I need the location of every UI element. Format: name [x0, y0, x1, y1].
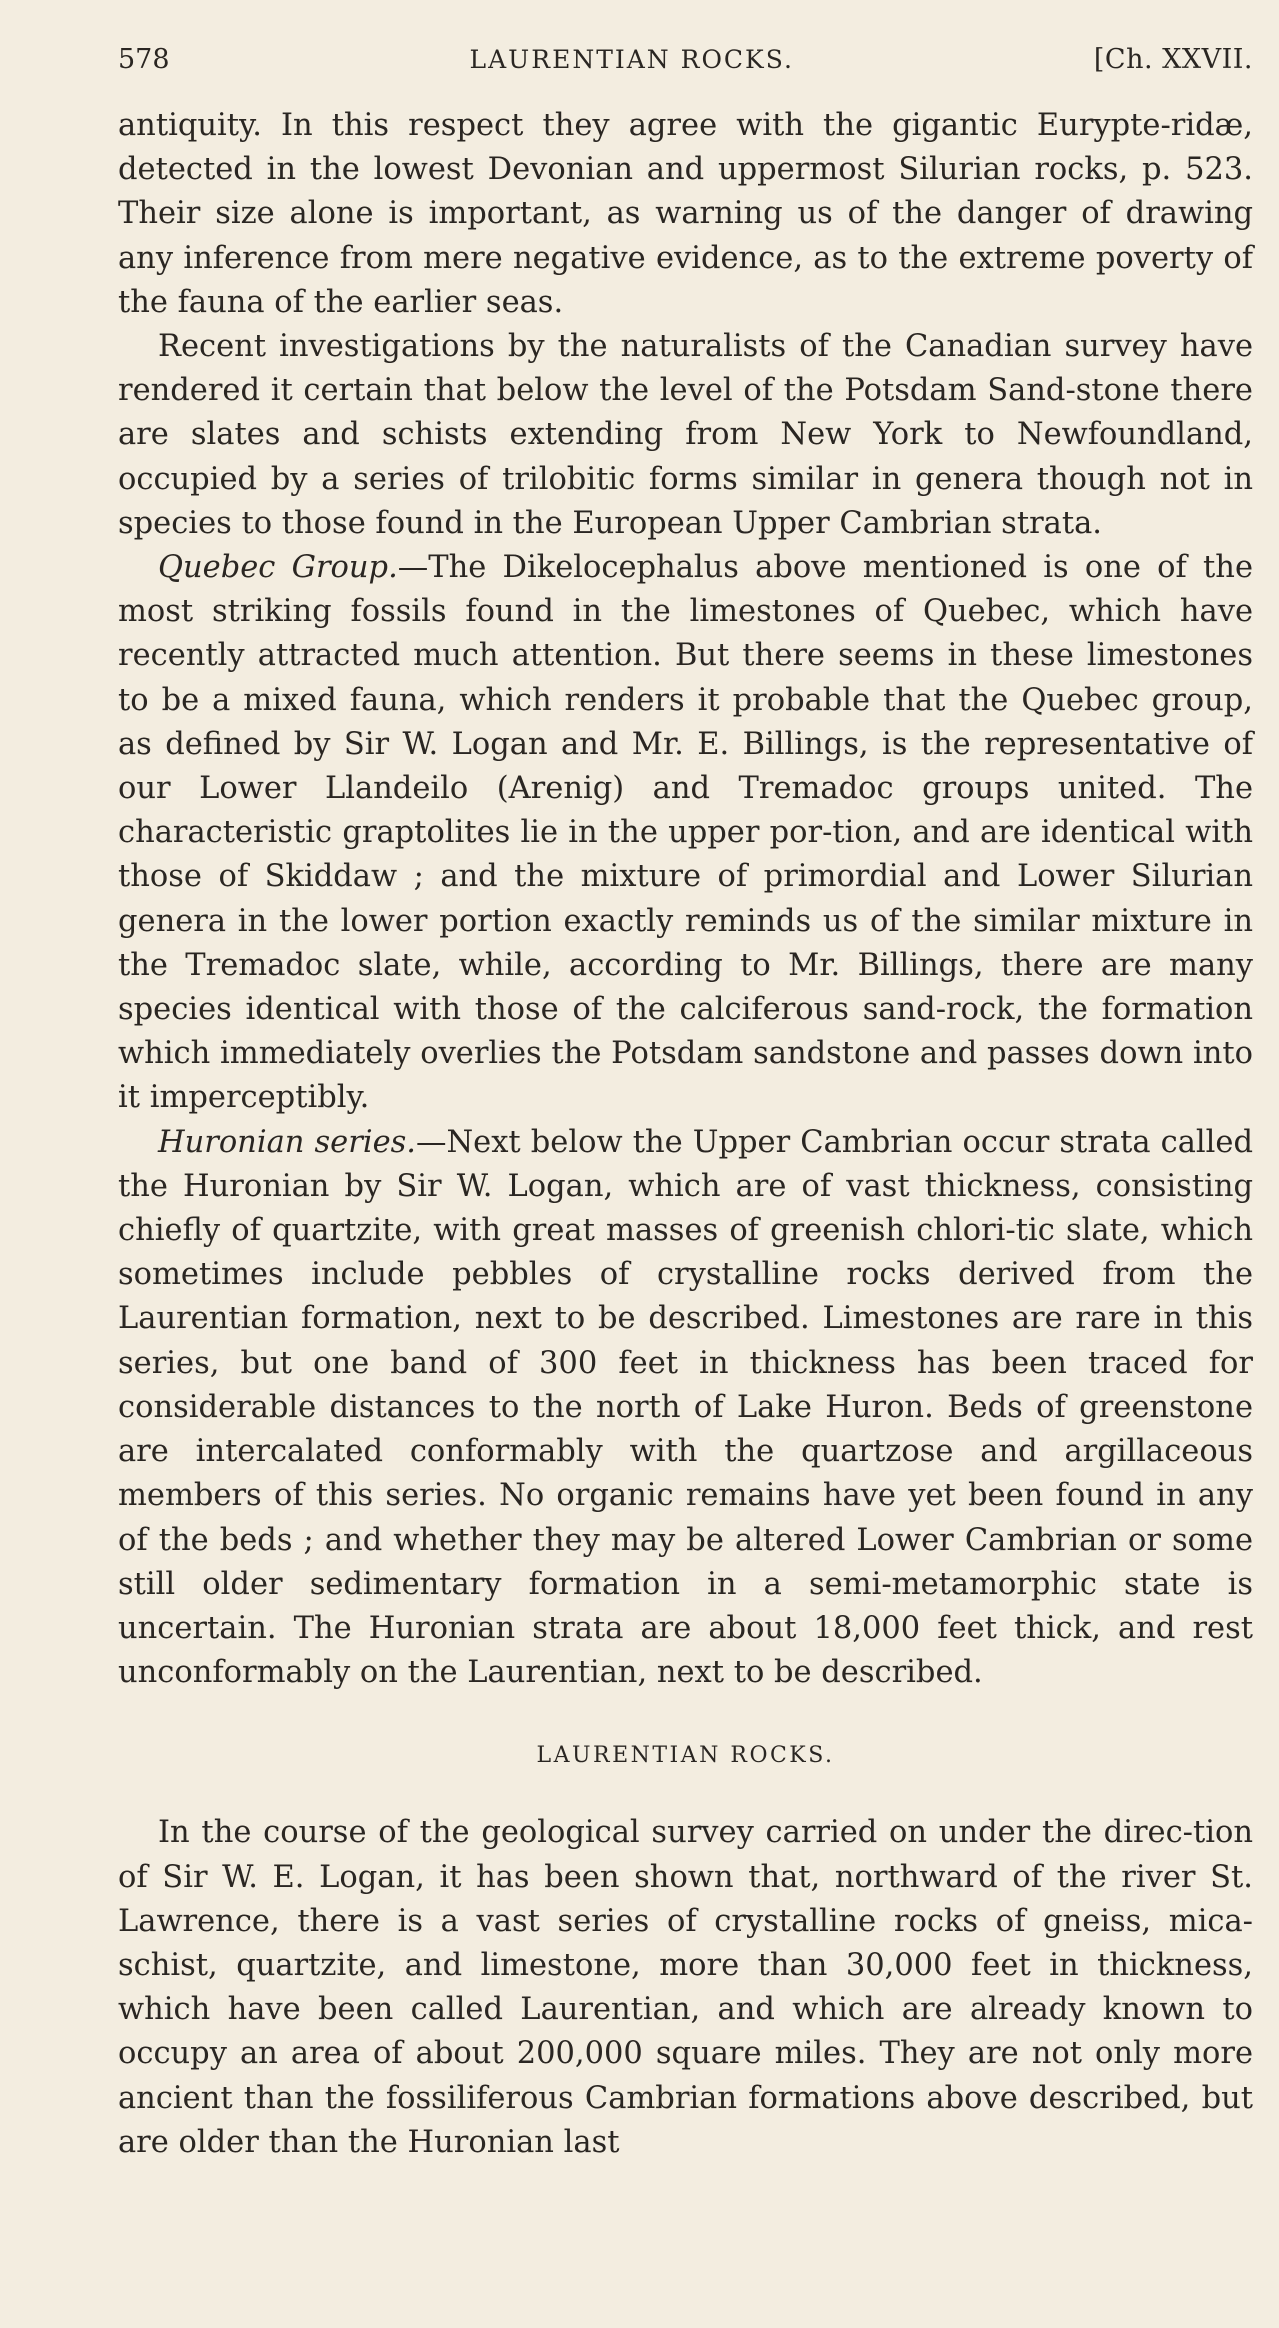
chapter-reference: [Ch. XXVII. — [1093, 44, 1253, 75]
paragraph-quebec-group — [118, 546, 1253, 1121]
paragraph-text: In the course of the geological survey carried on under the direc-tion of Sir W. E. Logan, it has been shown that, northward of the river St. Lawrence, there is a vast series of crystalline rocks of gneiss, mica-schist, quartzite, and limestone, more than 30,000 feet in thickness, which have been called Laurentian, and which are already known to occupy an area of about 200,000 square miles. They are not only more ancient than the fossiliferous Cambrian formations above described, but are older than the Huronian last — [118, 1815, 1253, 2160]
paragraph-huronian-series — [118, 1121, 1253, 1696]
paragraph-text: antiquity. In this respect they agree with the gigantic Eurypte-ridæ, detected in the lowest Devonian and uppermost Silurian rocks, p. 523. Their size alone is important, as warning us of the danger of drawing any inference from mere negative evidence, as to the extreme poverty of the fauna of the earlier seas. — [118, 108, 1253, 320]
page-number: 578 — [118, 44, 170, 75]
paragraph-laurentian — [118, 1811, 1253, 2165]
paragraph-recent-investigations — [118, 325, 1253, 546]
paragraph-lead-in: Quebec Group. — [158, 550, 398, 586]
paragraph-antiquity — [118, 104, 1253, 325]
running-head — [118, 44, 1253, 104]
paragraph-text: —The Dikelocephalus above mentioned is one of the most striking fossils found in the limestones of Quebec, which have recently attracted much attention. But there seems in these limestones to be a mixed fauna, which renders it probable that the Quebec group, as defined by Sir W. Logan and Mr. E. Billings, is the representative of our Lower Llandeilo (Arenig) and Tremadoc groups united. The characteristic graptolites lie in the upper por-tion, and are identical with those of Skiddaw ; and the mixture of primordial and Lower Silurian genera in the lower portion exactly reminds us of the similar mixture in the Tremadoc slate, while, according to Mr. Billings, there are many species identical with those of the calciferous sand-rock, the formation which immediately overlies the Potsdam sandstone and passes down into it imperceptibly. — [118, 550, 1253, 1116]
paragraph-text: Recent investigations by the naturalists of the Canadian survey have rendered it certain that below the level of the Potsdam Sand-stone there are slates and schists extending from New York to Newfoundland, occupied by a series of trilobitic forms similar in genera though not in species to those found in the European Upper Cambrian strata. — [118, 329, 1253, 541]
body-text — [118, 104, 1253, 1695]
section-heading: LAURENTIAN ROCKS. — [536, 1743, 835, 1769]
running-head-title: LAURENTIAN ROCKS. — [469, 45, 794, 74]
paragraph-lead-in: Huronian series. — [158, 1124, 416, 1160]
paragraph-text: —Next below the Upper Cambrian occur strata called the Huronian by Sir W. Logan, which are of vast thickness, consisting chiefly of quartzite, with great masses of greenish chlori-tic slate, which sometimes include pebbles of crystalline rocks derived from the Laurentian formation, next to be described. Limestones are rare in this series, but one band of 300 feet in thickness has been traced for considerable distances to the north of Lake Huron. Beds of greenstone are intercalated conformably with the quartzose and argillaceous members of this series. No organic remains have yet been found in any of the beds ; and whether they may be altered Lower Cambrian or some still older sedimentary formation in a semi-metamorphic state is uncertain. The Huronian strata are about 18,000 feet thick, and rest unconformably on the Laurentian, next to be described. — [118, 1124, 1253, 1691]
